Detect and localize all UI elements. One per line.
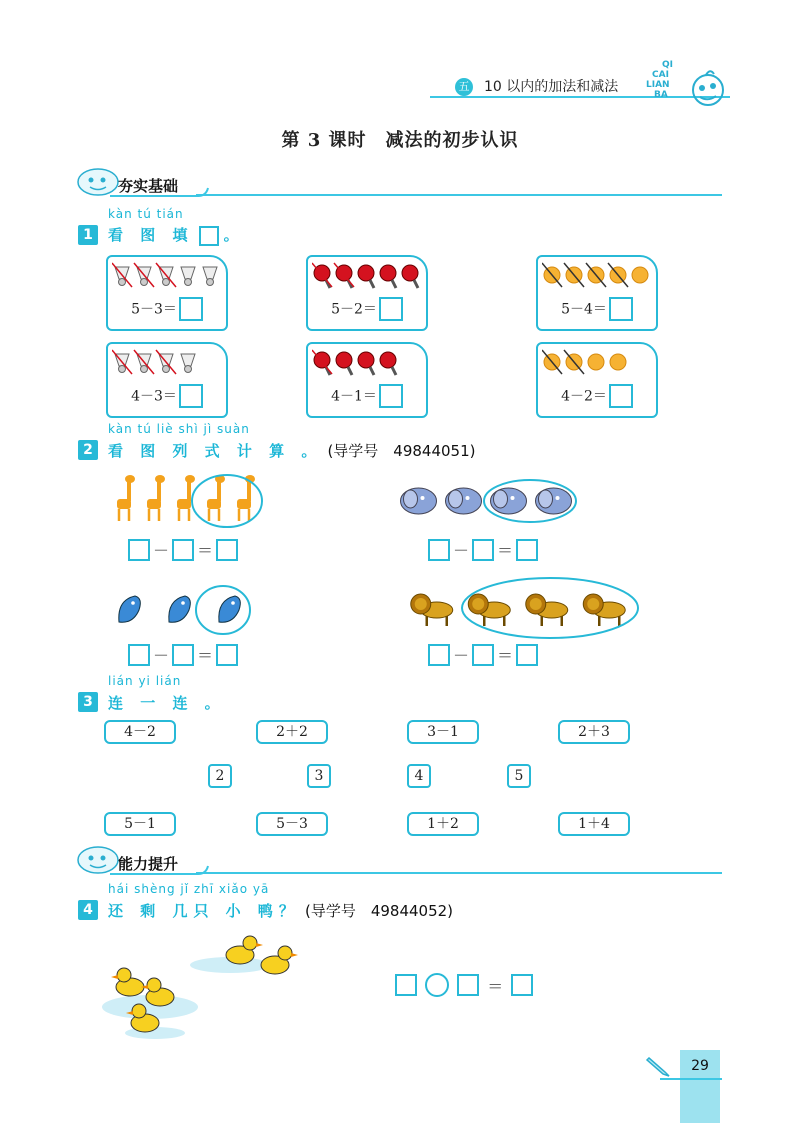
minus-sign: － xyxy=(453,646,470,665)
operator-circle[interactable] xyxy=(425,973,449,997)
q2-equation xyxy=(128,643,238,666)
q1-equation: 5－3＝ xyxy=(131,301,177,318)
mascot-icon xyxy=(688,66,728,110)
answer-box[interactable] xyxy=(216,644,238,666)
q1-equation-row xyxy=(108,297,226,321)
lesson-title: 第 3 课时 减法的初步认识 xyxy=(281,130,519,151)
q1-equation: 4－2＝ xyxy=(561,388,607,405)
match-number[interactable]: 3 xyxy=(307,764,331,788)
elephant-icon xyxy=(536,488,572,514)
ball-icon xyxy=(610,354,626,370)
duck-icon xyxy=(111,968,144,996)
q1-equation: 4－1＝ xyxy=(331,388,377,405)
q4-prompt xyxy=(108,900,453,921)
page-number: 29 xyxy=(691,1058,709,1074)
match-number[interactable]: 5 xyxy=(507,764,531,788)
dolphin-icon xyxy=(219,596,241,622)
paddle-icon xyxy=(336,352,352,375)
paddle-icon xyxy=(402,265,418,288)
shuttlecock-icon xyxy=(181,354,195,373)
q1-card xyxy=(536,342,658,418)
circle-oval xyxy=(192,475,262,527)
section-rule-advanced xyxy=(196,872,722,874)
match-expression-bottom[interactable]: 1＋2 xyxy=(407,812,479,836)
answer-box[interactable] xyxy=(172,539,194,561)
minus-sign: － xyxy=(153,541,170,560)
q1-items xyxy=(312,348,422,378)
elephant-icon xyxy=(401,488,437,514)
q2-pinyin: kàn tú liè shì jì suàn xyxy=(108,422,250,436)
q1-card xyxy=(306,255,428,331)
q1-items xyxy=(112,261,222,291)
q1-equation-row xyxy=(108,384,226,408)
header-logo-text xyxy=(640,60,690,100)
q1-equation-row xyxy=(538,384,656,408)
minus-sign: － xyxy=(153,646,170,665)
giraffe-icon xyxy=(207,475,225,521)
section-tab-shape-2 xyxy=(110,850,210,876)
section-label-basic: 夯实基础 xyxy=(118,177,179,195)
q1-equation: 5－4＝ xyxy=(561,301,607,318)
equals-sign: ＝ xyxy=(487,976,504,996)
shuttlecock-icon xyxy=(203,267,217,286)
q1-card xyxy=(306,342,428,418)
q3-prompt xyxy=(108,692,226,713)
q1-text: 看 图 填 xyxy=(108,226,194,244)
match-expression-top[interactable]: 3－1 xyxy=(407,720,479,744)
giraffe-icon xyxy=(147,475,165,521)
lion-icon xyxy=(583,594,625,626)
paddle-icon xyxy=(380,352,396,375)
answer-box[interactable] xyxy=(379,297,403,321)
lion-icon xyxy=(468,594,510,626)
q2-number: 2 xyxy=(78,440,98,460)
section-label-advanced: 能力提升 xyxy=(118,855,179,873)
match-number[interactable]: 4 xyxy=(407,764,431,788)
logo-line-4: BA xyxy=(654,90,668,100)
answer-box[interactable] xyxy=(609,384,633,408)
lion-icon xyxy=(526,594,568,626)
answer-box[interactable] xyxy=(428,644,450,666)
ball-icon xyxy=(632,267,648,283)
q1-items xyxy=(312,261,422,291)
paddle-icon xyxy=(380,265,396,288)
minus-sign: － xyxy=(453,541,470,560)
page-rule xyxy=(660,1078,722,1080)
ball-icon xyxy=(588,354,604,370)
q1-card xyxy=(106,342,228,418)
q1-items xyxy=(542,261,652,291)
q1-items xyxy=(542,348,652,378)
q1-items xyxy=(112,348,222,378)
section-tab-shape xyxy=(110,172,210,198)
section-rule-basic xyxy=(196,194,722,196)
elephant-icon xyxy=(491,488,527,514)
logo-line-1: QI xyxy=(662,60,673,70)
elephant-icon xyxy=(446,488,482,514)
q2-prompt xyxy=(108,440,476,461)
answer-box[interactable] xyxy=(472,539,494,561)
match-expression-bottom[interactable]: 5－3 xyxy=(256,812,328,836)
answer-box[interactable] xyxy=(179,297,203,321)
paddle-icon xyxy=(358,265,374,288)
q3-text: 连 一 连 。 xyxy=(108,694,226,712)
equals-sign: ＝ xyxy=(497,541,514,560)
q2-equation xyxy=(128,538,238,561)
answer-box[interactable] xyxy=(395,974,417,996)
answer-box[interactable] xyxy=(609,297,633,321)
pencil-icon xyxy=(645,1052,675,1078)
q4-pinyin: hái shèng jǐ zhī xiǎo yā xyxy=(108,882,270,896)
q2-equation xyxy=(428,643,538,666)
q1-prompt xyxy=(108,224,245,246)
q3-number: 3 xyxy=(78,692,98,712)
q4-ref: (导学号 49844052) xyxy=(304,902,454,920)
answer-box[interactable] xyxy=(472,644,494,666)
duck-icon xyxy=(261,946,298,974)
q4-number: 4 xyxy=(78,900,98,920)
unit-badge: 五 xyxy=(455,78,473,96)
q2-equation xyxy=(428,538,538,561)
q4-equation xyxy=(395,973,533,997)
match-number[interactable]: 2 xyxy=(208,764,232,788)
answer-box[interactable] xyxy=(379,384,403,408)
q1-equation-row xyxy=(538,297,656,321)
answer-box[interactable] xyxy=(457,974,479,996)
answer-box[interactable] xyxy=(511,974,533,996)
q1-number: 1 xyxy=(78,225,98,245)
logo-line-2: CAI xyxy=(652,70,669,80)
match-expression-top[interactable]: 2＋3 xyxy=(558,720,630,744)
equals-sign: ＝ xyxy=(497,646,514,665)
match-expression-bottom[interactable]: 5－1 xyxy=(104,812,176,836)
equals-sign: ＝ xyxy=(197,541,214,560)
q1-card xyxy=(536,255,658,331)
q1-tail: 。 xyxy=(223,226,245,244)
unit-title: 10 以内的加法和减法 xyxy=(484,79,619,95)
q2-ref: (导学号 49844051) xyxy=(327,442,476,460)
dolphin-icon xyxy=(119,596,141,622)
logo-line-3: LIAN xyxy=(646,80,670,90)
q1-equation-row xyxy=(308,297,426,321)
q1-blank-sample xyxy=(199,226,219,246)
paddle-icon xyxy=(358,352,374,375)
answer-box[interactable] xyxy=(216,539,238,561)
giraffe-group xyxy=(104,473,264,529)
q1-equation: 4－3＝ xyxy=(131,388,177,405)
answer-box[interactable] xyxy=(172,644,194,666)
answer-box[interactable] xyxy=(516,644,538,666)
q1-card xyxy=(106,255,228,331)
elephant-group xyxy=(390,478,580,524)
answer-box[interactable] xyxy=(128,644,150,666)
q3-pinyin: lián yi lián xyxy=(108,674,182,688)
answer-box[interactable] xyxy=(128,539,150,561)
q1-equation-row xyxy=(308,384,426,408)
q2-text: 看 图 列 式 计 算 。 xyxy=(108,442,323,460)
lion-icon xyxy=(411,594,453,626)
dolphin-icon xyxy=(169,596,191,622)
ducks-illustration xyxy=(100,925,310,1040)
q1-equation: 5－2＝ xyxy=(331,301,377,318)
dolphin-group xyxy=(100,584,260,636)
shuttlecock-icon xyxy=(181,267,195,286)
giraffe-icon xyxy=(117,475,135,521)
match-expression-top[interactable]: 4－2 xyxy=(104,720,176,744)
equals-sign: ＝ xyxy=(197,646,214,665)
match-expression-bottom[interactable]: 1＋4 xyxy=(558,812,630,836)
answer-box[interactable] xyxy=(428,539,450,561)
q4-text: 还 剩 几只 小 鸭？ xyxy=(108,902,300,920)
lion-group xyxy=(400,576,640,640)
q1-pinyin: kàn tú tián xyxy=(108,207,184,221)
answer-box[interactable] xyxy=(179,384,203,408)
answer-box[interactable] xyxy=(516,539,538,561)
match-expression-top[interactable]: 2＋2 xyxy=(256,720,328,744)
